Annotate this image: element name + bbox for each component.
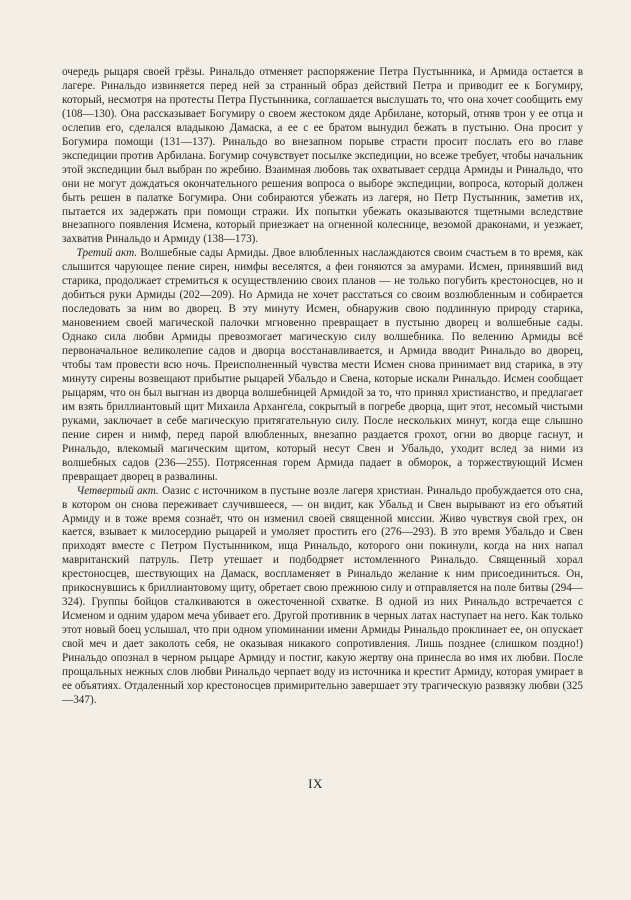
act-four-label: Четвертый акт. [76,484,159,497]
paragraph-act-two-continuation [62,66,583,247]
page-number: IX [308,776,323,791]
paragraph-text: Оазис с источником в пустыне возле лагеря христиан. Ринальдо пробуждается ото сна, в котором он снова переживает случившееся, — он видит, как Убальд и Свен вырывают из его объятий Армиду и в тоже время сознаёт, что он изменил своей священной миссии. Живо чувствуя свой грех, он кается, взывает к милосердию рыцарей и умоляет простить его (276—293). В это время Убальдо и Свен приходят вместе с Петром Пустынником, ища Ринальдо, которого они покинули, когда на них напал мавританский патруль. Петр утешает и подбодряет истомленного Ринальдо. Священный хорал крестоносцев, шествующих на Дамаск, воспламеняет в Ринальдо желание к ним присоединиться. Он, прикоснувшись к бриллиантовому щиту, обретает свою прежнюю силу и отправляется на поле битвы (294—324). Группы бойцов сталкиваются в ожесточенной схватке. В одной из них Ринальдо встречается с Исменом и одним ударом меча убивает его. Другой противник в черных латах наступает на него. Как только этот новый боец услышал, что при одном упоминании имени Армиды Ринальдо проклинает ее, он опускает свой меч и дает заколоть себя, не оказывая никакого сопротивления. Лишь позднее (слишком поздно!) Ринальдо опознал в черном рыцаре Армиду и постиг, какую жертву она принесла во имя их любви. После прощальных нежных слов любви Ринальдо черпает воду из источника и крестит Армиду, которая умирает в ее объятиях. Отдаленный хор крестоносцев примирительно завершает эту трагическую развязку любви (325—347). [62,484,583,706]
paragraph-text: Волшебные сады Армиды. Двое влюбленных наслаждаются своим счастьем в то время, как слышится чарующее пение сирен, нимфы веселятся, а феи гоняются за амурами. Исмен, принявший вид старика, продолжает стремиться к осуществлению своих планов — не только погубить крестоносцев, но и добиться руки Армиды (202—209). Но Армида не хочет расстаться со своим возлюбленным и собирается последовать за ним во дворец. В эту минуту Исмен, обнаружив свою подлинную природу старика, мановением своей магической палочки мгновенно превращает в пустыню дворец и волшебные сады. Однако сила любви Армиды превозмогает магическую силу волшебника. По велению Армиды всё первоначальное великолепие садов и дворца восстанавливается, и Армида вводит Ринальдо во дворец, чтобы там провести всю ночь. Преисполненный чувства мести Исмен снова принимает вид старика, в эту минуту сирены возвещают прибытие рыцарей Убальдо и Свена, которые искали Ринальдо. Исмен сообщает рыцарям, что он был выгнан из дворца волшебницей Армидой за то, что принял христианство, и предлагает им взять бриллиантовый щит Михаила Архангела, сокрытый в погребе дворца, щит этот, несомый чистыми руками, заключает в себе магическую притягательную силу. После нескольких минут, когда еще слышно пение сирен и нимф, перед парой влюбленных, внезапно раздается грохот, огни во дворце гаснут, и Ринальдо, влекомый магическим щитом, который несут Свен и Убальдо, уходит вслед за ними из волшебных садов (236—255). Потрясенная горем Армида падает в обморок, а торжествующий Исмен превращает дворец в развалины. [62,247,583,483]
paragraph-text: очередь рыцаря своей грёзы. Ринальдо отменяет распоряжение Петра Пустынника, и Армида остается в лагере. Ринальдо извиняется перед ней за странный образ действий Петра и приводит ее к Богумиру, который, несмотря на протесты Петра Пустынника, соглашается выслушать то, что она хочет сообщить ему (108—130). Она рассказывает Богумиру о своем жестоком дяде Арбилане, который, отняв трон у ее отца и ослепив его, сделался владыкою Дамаска, а ее с ее братом вынудил бежать в пустыню. Она просит у Богумира помощи (131—137). Ринальдо во внезапном порыве страсти просит послать его во главе экспедиции против Арбилана. Богумир сочувствует посылке экспедиции, но всеже требует, чтобы начальник этой экспедиции был выбран по жребию. Взаимная любовь так охватывает сердца Армиды и Ринальдо, что они не могут дождаться окончательного решения вопроса о выборе экспедиции, вопроса, который должен быть решен в палатке Богумира. Они собираются убежать из лагеря, но Петр Пустынник, заметив их, пытается их задержать при помощи стражи. Их попытки убежать оказываются тщетными вследствие внезапного появления Исмена, который приезжает на огненной колеснице, везомой драконами, и уезжает, захватив Ринальдо и Армиду (138—173). [62,66,583,246]
paragraph-act-three [62,247,583,484]
act-three-label: Третий акт. [76,247,138,260]
paragraph-act-four [62,485,583,708]
body-text [62,66,583,708]
